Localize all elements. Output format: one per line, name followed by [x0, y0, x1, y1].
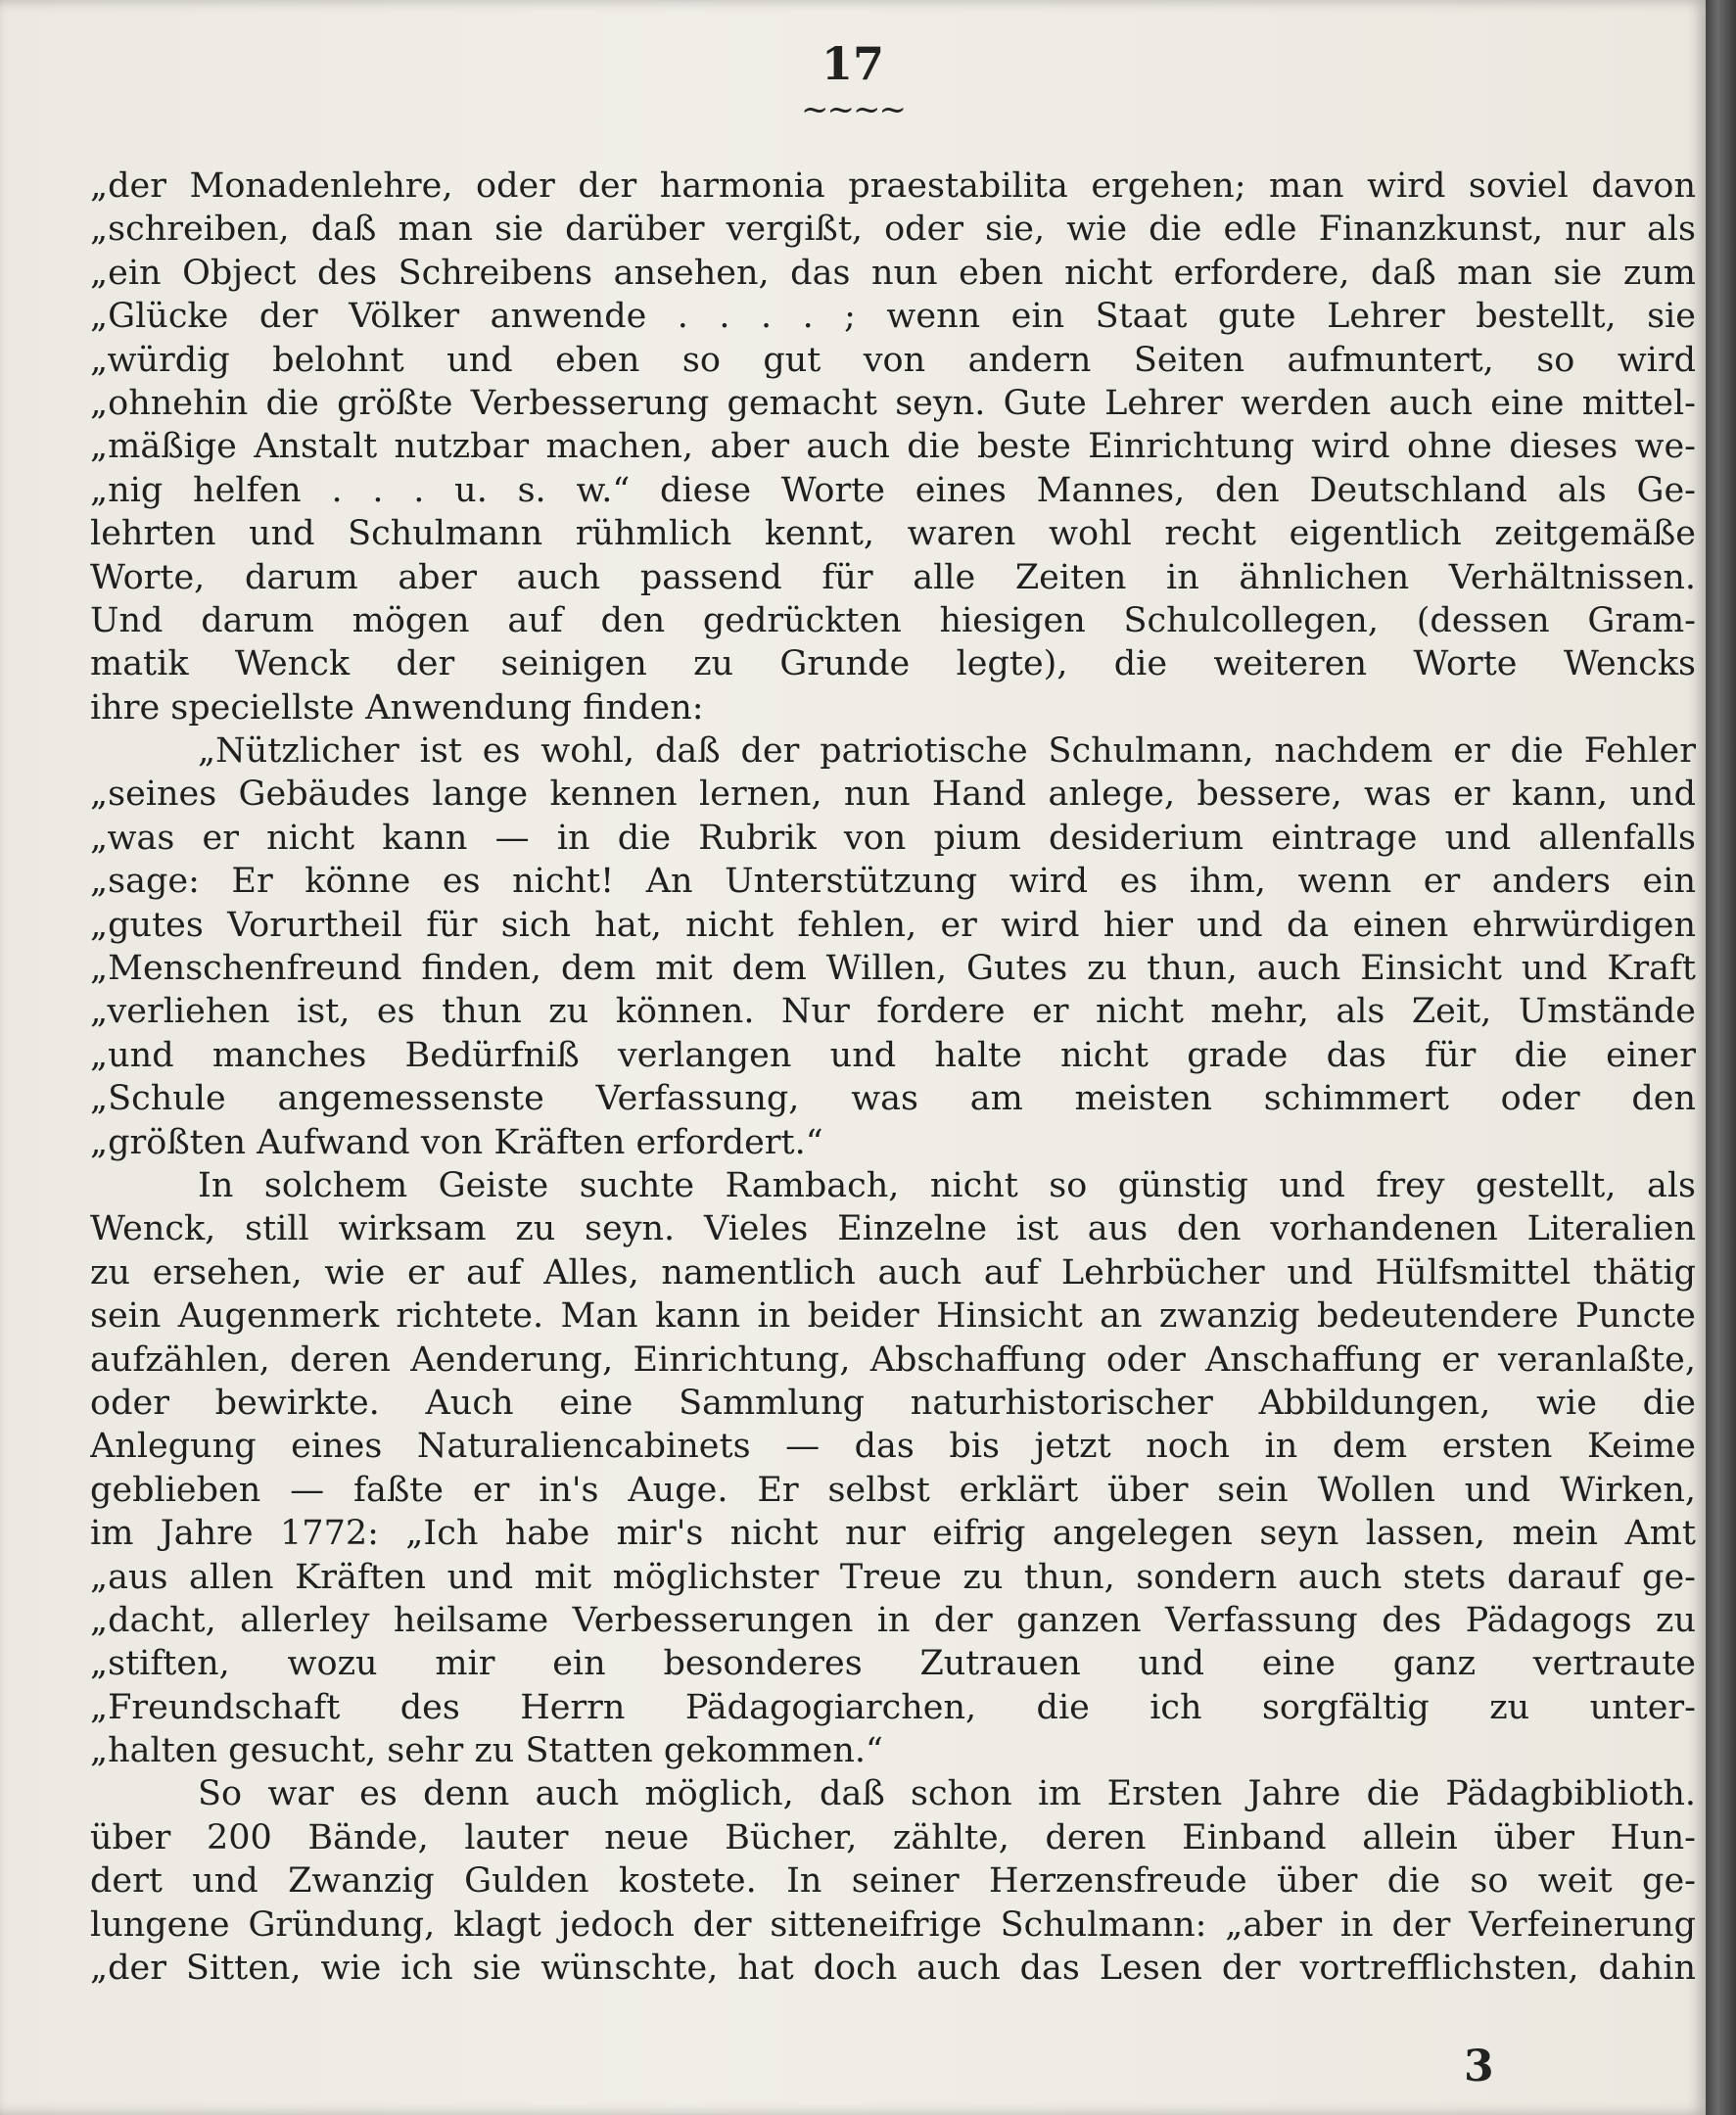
text-line: aufzählen, deren Aenderung, Einrichtung, Abschaffung oder Anschaffung er veranlaßte, [90, 1340, 1696, 1380]
text-line: Wenck, still wirksam zu seyn. Vieles Einzelne ist aus den vorhandenen Literalien [90, 1209, 1696, 1249]
text-line: „gutes Vorurtheil für sich hat, nicht fehlen, er wird hier und da einen ehrwürdigen [90, 905, 1696, 945]
text-line: lehrten und Schulmann rühmlich kennt, waren wohl recht eigentlich zeitgemäße [90, 514, 1696, 554]
text-line: Worte, darum aber auch passend für alle Zeiten in ähnlichen Verhältnissen. [90, 557, 1696, 597]
text-line: „der Monadenlehre, oder der harmonia praestabilita ergehen; man wird soviel davon [90, 166, 1696, 206]
text-line: „Nützlicher ist es wohl, daß der patriotische Schulmann, nachdem er die Fehler [198, 731, 1696, 772]
page-edge [1706, 0, 1736, 2115]
text-line: ihre speciellste Anwendung finden: [90, 687, 704, 728]
text-line: „seines Gebäudes lange kennen lernen, nun Hand anlege, bessere, was er kann, und [90, 775, 1696, 815]
text-line: matik Wenck der seinigen zu Grunde legte), die weiteren Worte Wencks [90, 644, 1696, 684]
text-line: Anlegung eines Naturaliencabinets — das bis jetzt noch in dem ersten Keime [90, 1427, 1696, 1467]
body-text [90, 164, 1696, 1990]
text-line: „der Sitten, wie ich sie wünschte, hat doch auch das Lesen der vortrefflichsten, dahin [90, 1949, 1696, 1989]
text-line: „aus allen Kräften und mit möglichster Treue zu thun, sondern auch stets darauf ge- [90, 1557, 1696, 1597]
text-line: „ohnehin die größte Verbesserung gemacht seyn. Gute Lehrer werden auch eine mittel- [90, 383, 1696, 423]
text-line: „Freundschaft des Herrn Pädagogiarchen, die ich sorgfältig zu unter- [90, 1687, 1696, 1727]
text-line: So war es denn auch möglich, daß schon im Ersten Jahre die Pädagbiblioth. [198, 1774, 1696, 1814]
text-line: „was er nicht kann — in die Rubrik von pium desiderium eintrage und allenfalls [90, 818, 1696, 858]
text-line: „ein Object des Schreibens ansehen, das nun eben nicht erfordere, daß man sie zum [90, 253, 1696, 293]
text-line: „schreiben, daß man sie darüber vergißt, oder sie, wie die edle Finanzkunst, nur als [90, 210, 1696, 250]
text-line: „dacht, allerley heilsame Verbesserungen in der ganzen Verfassung des Pädagogs zu [90, 1600, 1696, 1640]
text-line: „halten gesucht, sehr zu Statten gekommen.“ [90, 1731, 883, 1771]
text-line: sein Augenmerk richtete. Man kann in beider Hinsicht an zwanzig bedeutendere Puncte [90, 1296, 1696, 1337]
signature-mark: 3 [1464, 2042, 1494, 2092]
text-line: über 200 Bände, lauter neue Bücher, zählte, deren Einband allein über Hun- [90, 1817, 1696, 1857]
text-line: „verliehen ist, es thun zu können. Nur fordere er nicht mehr, als Zeit, Umstände [90, 992, 1696, 1032]
text-line: „sage: Er könne es nicht! An Unterstützung wird es ihm, wenn er anders ein [90, 862, 1696, 902]
page-number: 17 [821, 37, 884, 90]
header-ornament: ~~~~ [801, 90, 905, 129]
text-line: „Menschenfreund finden, dem mit dem Willen, Gutes zu thun, auch Einsicht und Kraft [90, 949, 1696, 989]
text-line: dert und Zwanzig Gulden kostete. In seiner Herzensfreude über die so weit ge- [90, 1861, 1696, 1902]
text-line: „stiften, wozu mir ein besonderes Zutrauen und eine ganz vertraute [90, 1644, 1696, 1684]
text-line: „größten Aufwand von Kräften erfordert.“ [90, 1122, 823, 1162]
text-line: „würdig belohnt und eben so gut von andern Seiten aufmuntert, so wird [90, 340, 1696, 380]
text-line: Und darum mögen auf den gedrückten hiesigen Schulcollegen, (dessen Gram- [90, 600, 1696, 640]
text-line: In solchem Geiste suchte Rambach, nicht so günstig und frey gestellt, als [198, 1165, 1696, 1205]
text-line: „Schule angemessenste Verfassung, was am meisten schimmert oder den [90, 1079, 1696, 1119]
text-line: „und manches Bedürfniß verlangen und halte nicht grade das für die einer [90, 1035, 1696, 1075]
text-line: „mäßige Anstalt nutzbar machen, aber auch die beste Einrichtung wird ohne dieses we- [90, 427, 1696, 467]
text-line: oder bewirkte. Auch eine Sammlung naturhistorischer Abbildungen, wie die [90, 1383, 1696, 1423]
text-line: zu ersehen, wie er auf Alles, namentlich auch auf Lehrbücher und Hülfsmittel thätig [90, 1252, 1696, 1292]
text-line: „Glücke der Völker anwende . . . . ; wenn ein Staat gute Lehrer bestellt, sie [90, 297, 1696, 337]
text-line: lungene Gründung, klagt jedoch der sitteneifrige Schulmann: „aber in der Verfeinerung [90, 1904, 1696, 1945]
text-line: „nig helfen . . . u. s. w.“ diese Worte eines Mannes, den Deutschland als Ge- [90, 470, 1696, 510]
text-line: im Jahre 1772: „Ich habe mir's nicht nur eifrig angelegen seyn lassen, mein Amt [90, 1514, 1696, 1554]
text-line: geblieben — faßte er in's Auge. Er selbst erklärt über sein Wollen und Wirken, [90, 1470, 1696, 1510]
